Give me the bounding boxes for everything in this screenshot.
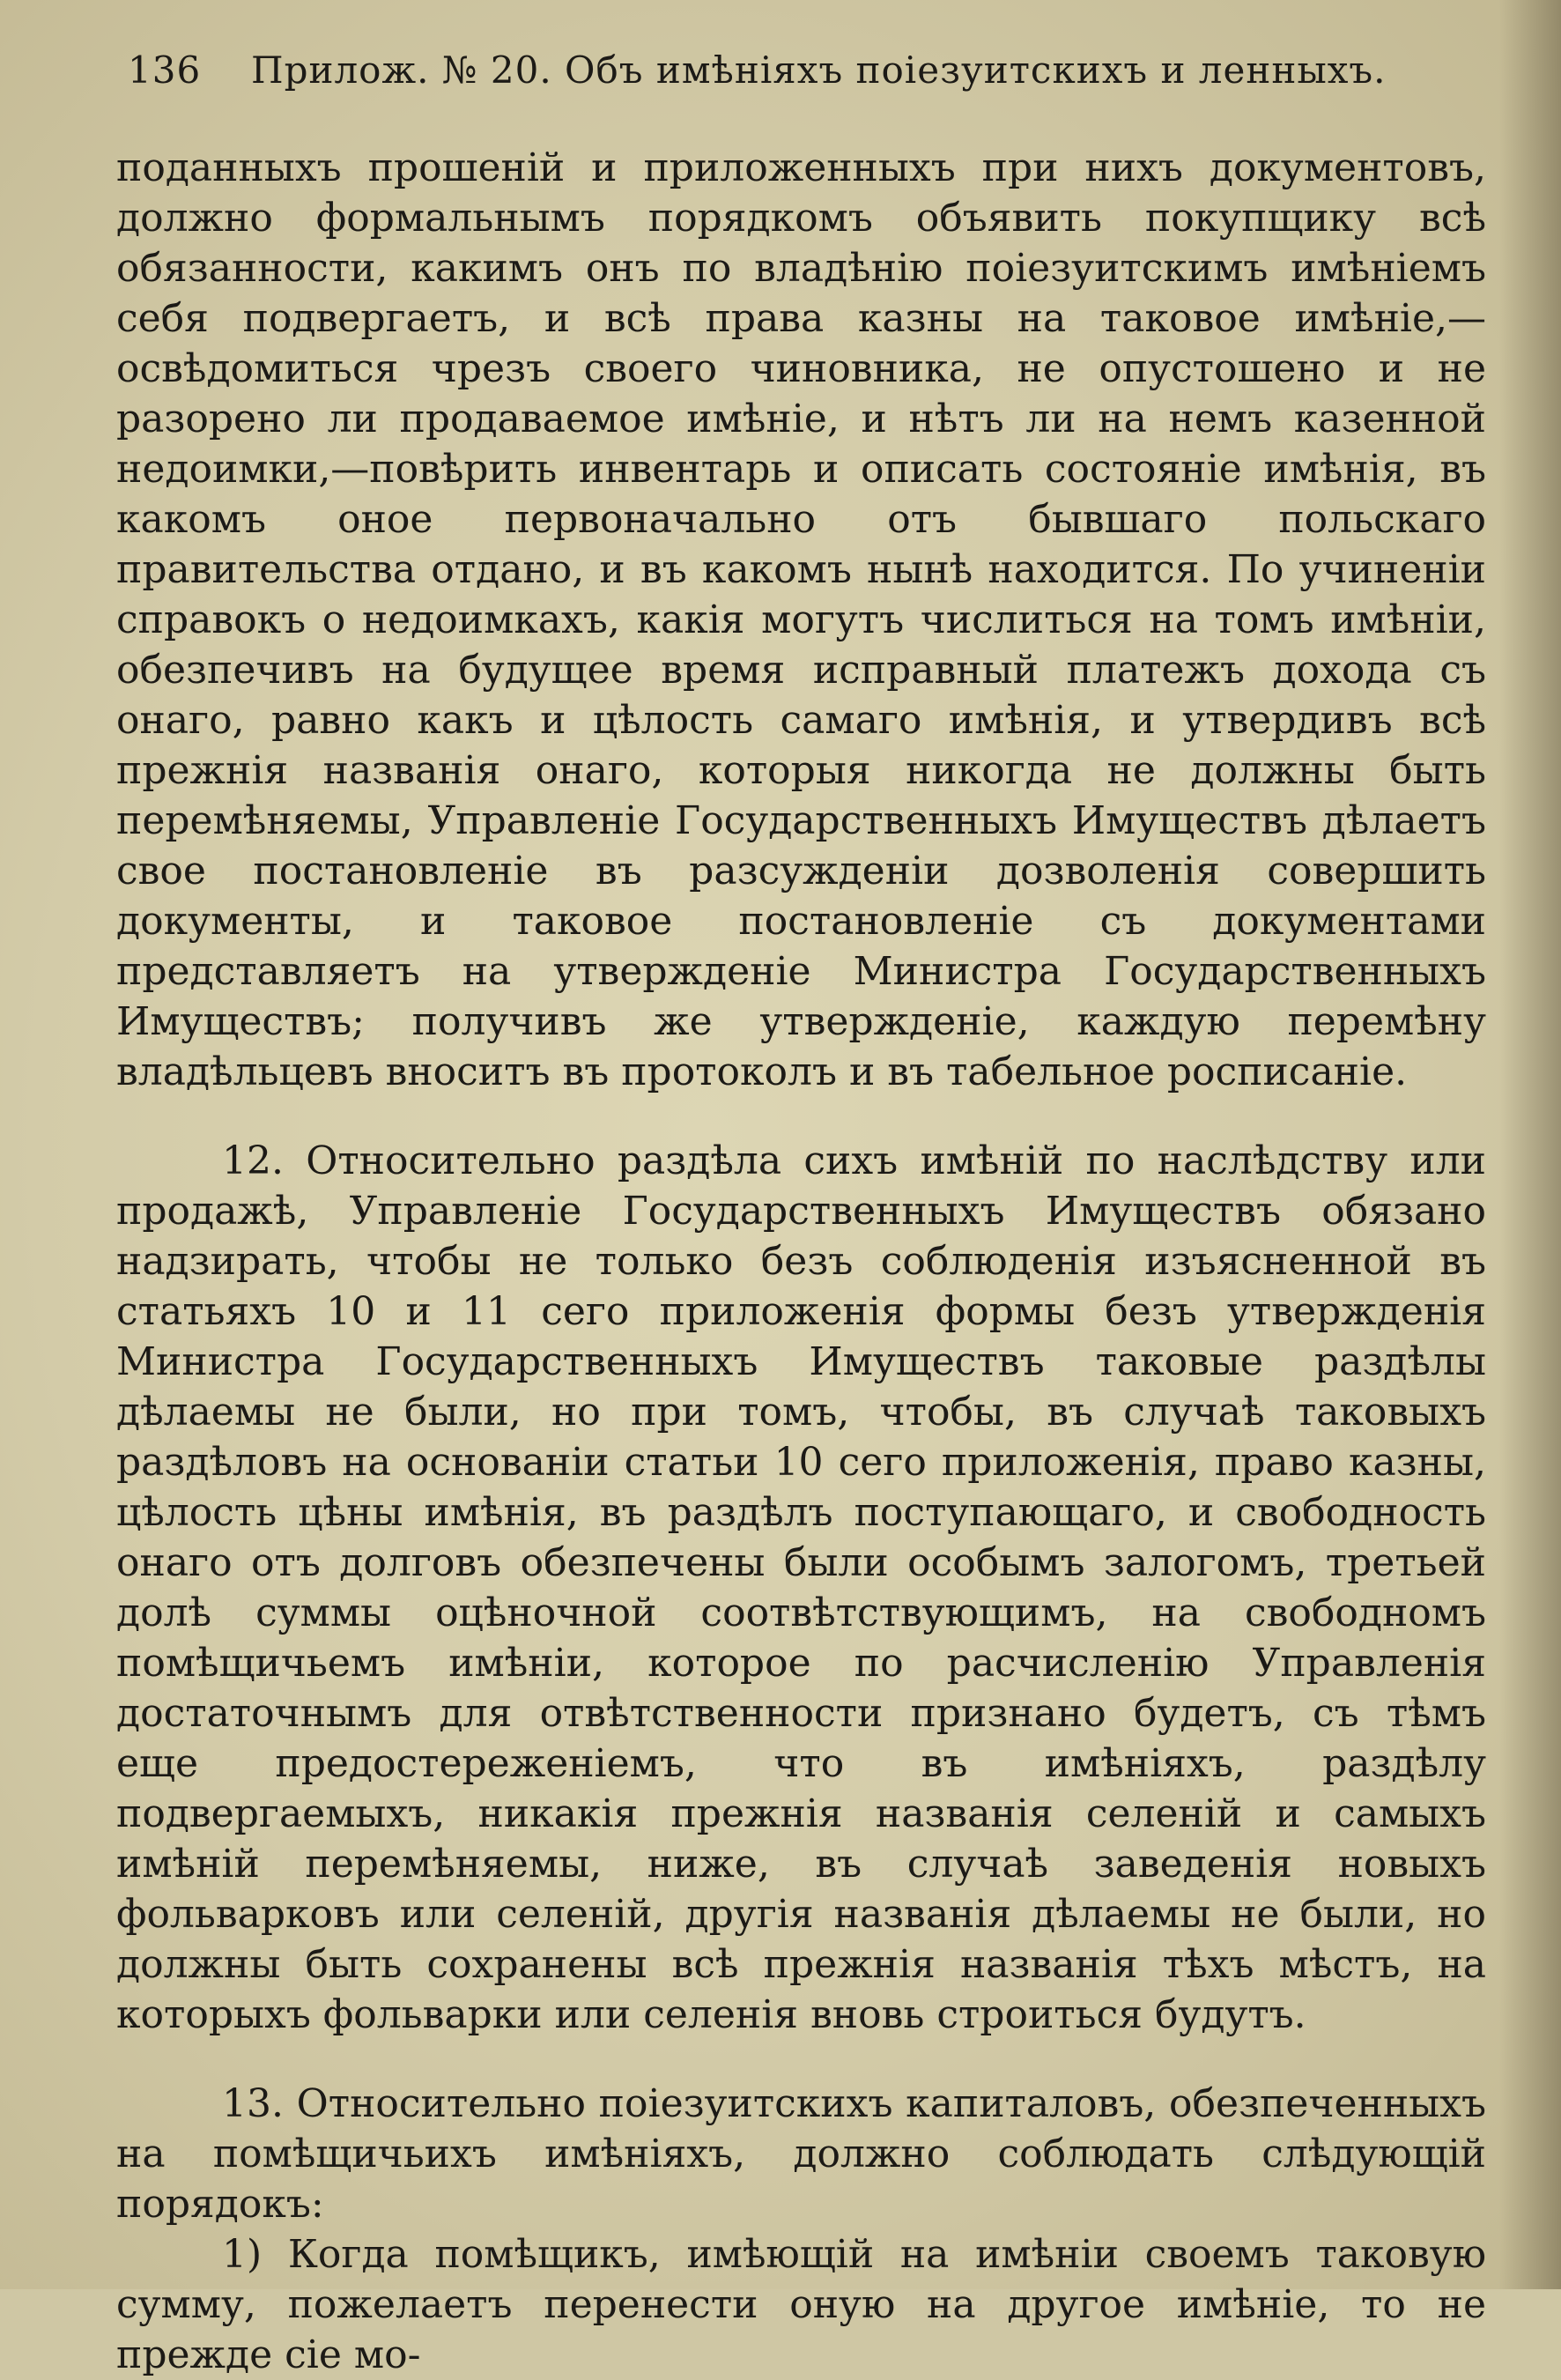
paragraph-article-13: 13. Относительно поіезуитскихъ капиталовъ, обезпеченныхъ на помѣщичьихъ имѣніяхъ, должно соблюдать слѣдующій порядокъ: [116,2081,1486,2227]
running-header [128,35,1449,106]
paragraph-continuation: поданныхъ прошеній и приложенныхъ при нихъ документовъ, должно формальнымъ порядкомъ объявить покупщику всѣ обязанности, какимъ онъ по владѣнію поіезуитскимъ имѣніемъ себя подвергаетъ, и всѣ права казны на таковое имѣніе,—освѣдомиться чрезъ своего чиновника, не опустошено и не разорено ли продаваемое имѣніе, и нѣтъ ли на немъ казенной недоимки,—повѣрить инвентарь и описать состояніе имѣнія, въ какомъ оное первоначально отъ бывшаго польскаго правительства отдано, и въ какомъ нынѣ находится. По учиненіи справокъ о недоимкахъ, какія могутъ числиться на томъ имѣніи, обезпечивъ на будущее время исправный платежъ дохода съ онаго, равно какъ и цѣлость самаго имѣнія, и утвердивъ всѣ прежнія названія онаго, которыя никогда не должны быть перемѣняемы, Управленіе Государственныхъ Имуществъ дѣлаетъ свое постановленіе въ разсужденіи дозволенія совершить документы, и таковое постановленіе съ документами представляетъ на утвержденіе Министра Государственныхъ Имуществъ; получивъ же утвержденіе, каждую перемѣну владѣльцевъ вноситъ въ протоколъ и въ табельное росписаніе. [116,145,1486,1094]
page-number: 136 [128,48,202,92]
page-edge-shadow [1499,0,1561,2289]
paragraph-article-13-item-1: 1) Когда помѣщикъ, имѣющій на имѣніи своемъ таковую сумму, пожелаетъ перенести оную на другое имѣніе, то не прежде сіе мо- [116,2232,1486,2377]
running-title: Прилож. № 20. Объ имѣніяхъ поіезуитскихъ и ленныхъ. [251,48,1387,92]
paragraph-article-12: 12. Относительно раздѣла сихъ имѣній по наслѣдству или продажѣ, Управленіе Государственныхъ Имуществъ обязано надзирать, чтобы не только безъ соблюденія изъясненной въ статьяхъ 10 и 11 сего приложенія формы безъ утвержденія Министра Государственныхъ Имуществъ таковые раздѣлы дѣлаемы не были, но при томъ, чтобы, въ случаѣ таковыхъ раздѣловъ на основаніи статьи 10 сего приложенія, право казны, цѣлость цѣны имѣнія, въ раздѣлъ поступающаго, и свободность онаго отъ долговъ обезпечены были особымъ залогомъ, третьей долѣ суммы оцѣночной соотвѣтствующимъ, на свободномъ помѣщичьемъ имѣніи, которое по расчисленію Управленія достаточнымъ для отвѣтственности признано будетъ, съ тѣмъ еще предостереженіемъ, что въ имѣніяхъ, раздѣлу подвергаемыхъ, никакія прежнія названія селеній и самыхъ имѣній перемѣняемы, ниже, въ случаѣ заведенія новыхъ фольварковъ или селеній, другія названія дѣлаемы не были, но должны быть сохранены всѣ прежнія названія тѣхъ мѣстъ, на которыхъ фольварки или селенія вновь строиться будутъ. [116,1138,1486,2037]
page-body [116,143,1486,2380]
